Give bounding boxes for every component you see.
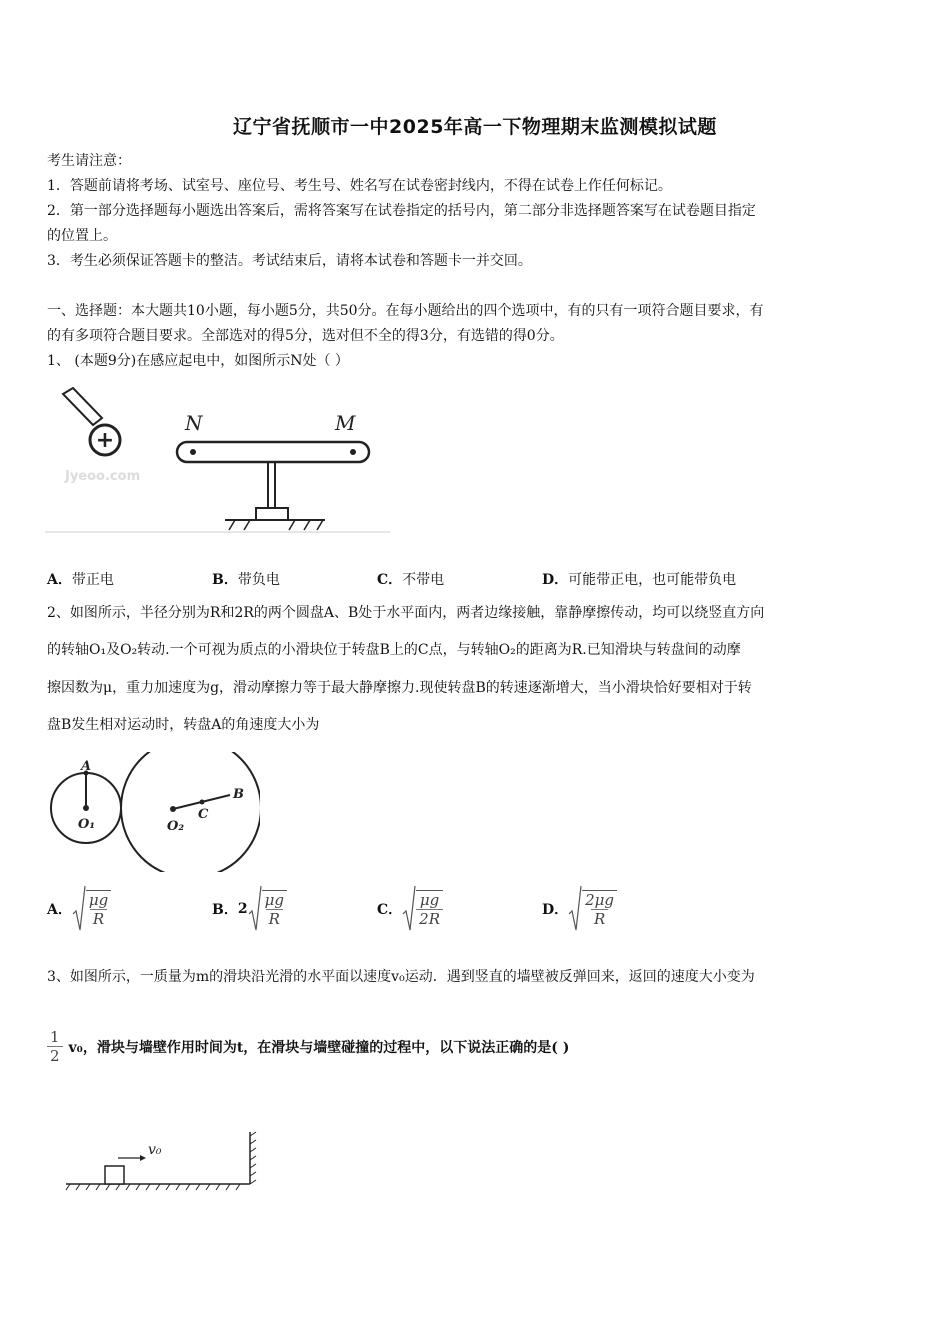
option-label: D． [542,572,569,588]
notice-heading: 考生请注意： [47,153,131,169]
q2-stem-line1: 2、如图所示，半径分别为R和2R的两个圆盘A、B处于水平面内，两者边缘接触，靠静摩擦传动，均可以绕竖直方向 [47,605,765,621]
label-m: M [335,411,356,435]
sqrt-expression [568,884,617,934]
fraction-denominator: 2R [416,909,443,928]
watermark: Jyeoo.com [65,469,141,484]
q2-option-c[interactable] [377,883,443,935]
fraction-numerator: 2μg [585,891,615,909]
radical-sign-icon [402,884,416,934]
option-label: A． [47,902,72,918]
disk-a [51,759,121,843]
half-fraction [47,1028,63,1065]
q1-option-c[interactable] [377,569,444,589]
option-label: B． [212,572,238,588]
sqrt-expression [72,884,111,934]
fraction-denominator: R [591,909,608,928]
q3-stem-line1: 3、如图所示，一质量为m的滑块沿光滑的水平面以速度v₀运动．遇到竖直的墙壁被反弹回来，返回的速度大小变为 [47,969,755,985]
insulating-stand [225,462,325,530]
label-n: N [185,411,203,435]
wall [250,1132,256,1184]
q2-stem-line2: 的转轴O₁及O₂转动.一个可视为质点的小滑块位于转盘B上的C点，与转轴O₂的距离为R.已知滑块与转盘间的动摩 [47,642,741,658]
sqrt-expression [248,884,287,934]
fraction-numerator: 1 [50,1028,60,1046]
option-label: C． [377,572,403,588]
slider-block [105,1166,124,1184]
fraction-numerator: μg [419,891,440,909]
sqrt-expression [402,884,443,934]
option-label: C． [377,902,403,918]
q2-option-d[interactable] [542,883,617,935]
option-label: A． [47,572,72,588]
label-a: A [81,759,92,774]
q1-stem: 1、 (本题9分)在感应起电中，如图所示N处（ ） [47,353,349,369]
conductor-bar [177,411,369,462]
disk-b [121,752,260,872]
label-o1: O₁ [78,817,96,832]
fraction-denominator: R [90,909,107,928]
label-o2: O₂ [167,819,185,834]
q3-stem-line2 [47,1028,569,1065]
q1-figure [45,382,395,537]
q2-option-a[interactable] [47,883,111,935]
radical-sign-icon [72,884,86,934]
section-intro-line2: 的有多项符合题目要求。全部选对的得5分，选对但不全的得3分，有选错的得0分。 [47,328,564,344]
q2-stem-line3: 擦因数为μ，重力加速度为g，滑动摩擦力等于最大静摩擦力.现使转盘B的转速逐渐增大，当小滑块恰好要相对于转 [47,680,752,696]
notice-item-3: 3．考生必须保证答题卡的整洁。考试结束后，请将本试卷和答题卡一并交回。 [47,253,532,269]
plus-charge-label: + [95,428,115,453]
option-text: 带负电 [237,572,280,588]
velocity-arrow-icon [118,1155,146,1161]
option-text: 可能带正电，也可能带负电 [568,572,737,588]
q1-option-b[interactable] [212,569,280,589]
section-intro-line1: 一、选择题：本大题共10小题，每小题5分，共50分。在每小题给出的四个选项中，有的只有一项符合题目要求，有 [47,303,764,319]
q3-figure [60,1128,270,1198]
q1-option-d[interactable] [542,569,736,589]
q1-option-a[interactable] [47,569,114,589]
q2-figure [45,752,260,872]
coefficient: 2 [237,901,248,917]
radical-sign-icon [568,884,582,934]
q2-option-b[interactable] [212,883,287,935]
q3-stem-text: v₀，滑块与墙壁作用时间为t，在滑块与墙壁碰撞的过程中，以下说法正确的是( ) [68,1039,570,1056]
charged-rod [63,388,120,455]
fraction-denominator: 2 [47,1046,63,1065]
notice-item-2: 2．第一部分选择题每小题选出答案后，需将答案写在试卷指定的括号内，第二部分非选择题答案写在试卷题目指定 [47,203,756,219]
radical-sign-icon [248,884,262,934]
fraction-numerator: μg [264,891,284,909]
label-c: C [198,807,209,822]
label-b: B [233,787,244,802]
option-text: 不带电 [402,572,445,588]
ground [66,1184,250,1190]
fraction-numerator: μg [88,891,109,909]
label-v0: v₀ [148,1142,162,1158]
page-title: 辽宁省抚顺市一中2025年高一下物理期末监测模拟试题 [233,116,717,138]
option-label: D． [542,902,569,918]
notice-item-1: 1．答题前请将考场、试室号、座位号、考生号、姓名写在试卷密封线内，不得在试卷上作任何标记。 [47,178,672,194]
fraction-denominator: R [266,909,283,928]
notice-item-2-cont: 的位置上。 [47,228,117,244]
option-label: B． [212,902,238,918]
q2-stem-line4: 盘B发生相对运动时，转盘A的角速度大小为 [47,717,320,733]
option-text: 带正电 [71,572,114,588]
